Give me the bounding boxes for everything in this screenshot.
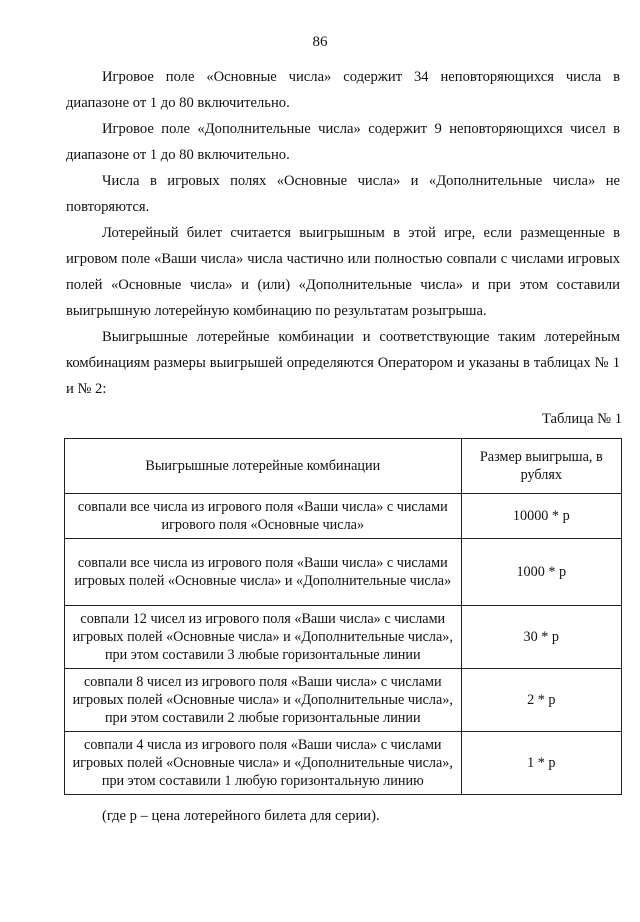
table-row: [65, 539, 622, 606]
header-combinations: Выигрышные лотерейные комбинации: [65, 439, 462, 494]
footnote: (где р – цена лотерейного билета для серии).: [102, 808, 380, 824]
header-prize-amount: Размер выигрыша, в рублях: [461, 439, 621, 494]
prize-cell: 1 * р: [461, 732, 621, 795]
prize-cell: 30 * р: [461, 606, 621, 669]
prize-cell: 2 * р: [461, 669, 621, 732]
combination-cell: совпали все числа из игрового поля «Ваши числа» с числами игровых полей «Основные числа» и «Дополнительные числа»: [65, 539, 462, 606]
table-row: [65, 732, 622, 795]
combination-cell: совпали 8 чисел из игрового поля «Ваши числа» с числами игровых полей «Основные числа» и «Дополнительные числа», при этом составили 2 любые горизонтальные линии: [65, 669, 462, 732]
prize-cell: 10000 * р: [461, 494, 621, 539]
paragraph-extra-numbers: Игровое поле «Дополнительные числа» содержит 9 неповторяющихся чисел в диапазоне от 1 до 80 включительно.: [66, 121, 620, 163]
combination-cell: совпали 12 чисел из игрового поля «Ваши числа» с числами игровых полей «Основные числа» и «Дополнительные числа», при этом составили 3 любые горизонтальные линии: [65, 606, 462, 669]
paragraph-no-repeat: Числа в игровых полях «Основные числа» и «Дополнительные числа» не повторяются.: [66, 173, 620, 215]
paragraph-winning-ticket: Лотерейный билет считается выигрышным в этой игре, если размещенные в игровом поле «Ваши числа» числа частично или полностью совпали с числами игровых полей «Основные числа» и (или) «Дополнительные числа» и при этом составили выигрышную лотерейную комбинацию по результатам розыгрыша.: [66, 225, 620, 319]
combination-cell: совпали все числа из игрового поля «Ваши числа» с числами игрового поля «Основные числа»: [65, 494, 462, 539]
paragraph-combinations: Выигрышные лотерейные комбинации и соответствующие таким лотерейным комбинациям размеры выигрышей определяются Оператором и указаны в таблицах № 1 и № 2:: [66, 329, 620, 397]
body-text: [66, 64, 620, 402]
prize-cell: 1000 * р: [461, 539, 621, 606]
table-row: [65, 606, 622, 669]
table-row: [65, 494, 622, 539]
table-row: [65, 669, 622, 732]
prize-table: [64, 438, 622, 795]
table-caption: Таблица № 1: [542, 411, 622, 427]
page-number: 86: [312, 34, 328, 50]
table-header-row: [65, 439, 622, 494]
combination-cell: совпали 4 числа из игрового поля «Ваши числа» с числами игровых полей «Основные числа» и «Дополнительные числа», при этом составили 1 любую горизонтальную линию: [65, 732, 462, 795]
paragraph-main-numbers: Игровое поле «Основные числа» содержит 34 неповторяющихся числа в диапазоне от 1 до 80 включительно.: [66, 69, 620, 111]
